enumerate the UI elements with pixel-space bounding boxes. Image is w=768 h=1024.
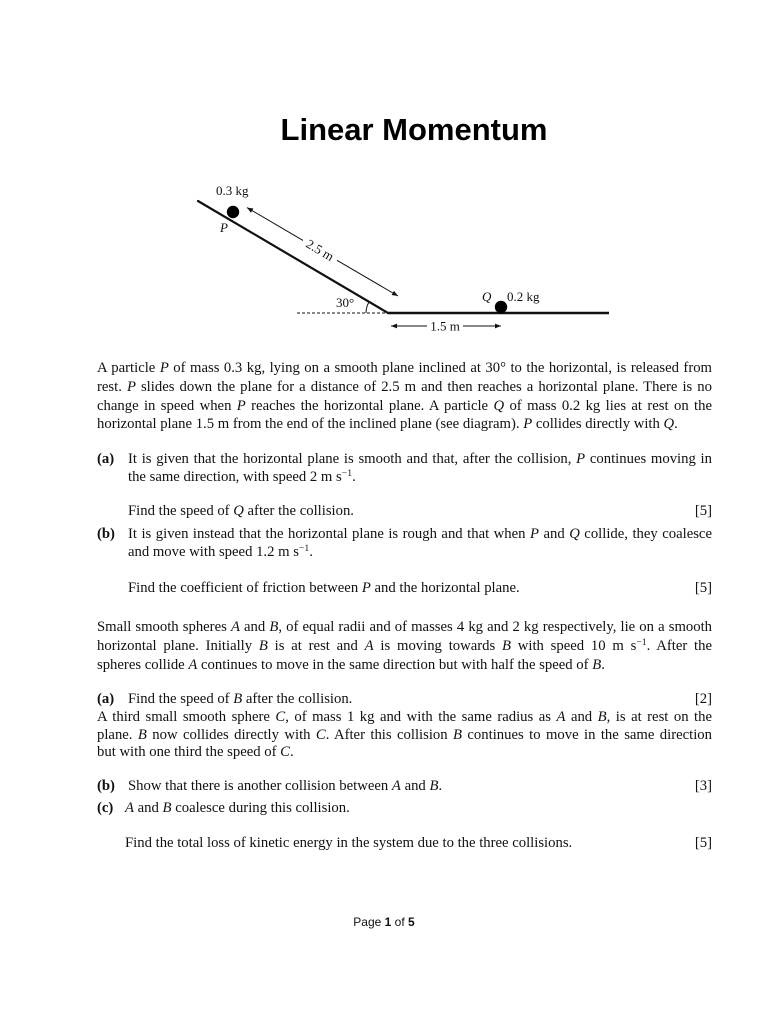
italic-symbol: Q bbox=[233, 503, 244, 519]
angle-arc bbox=[366, 302, 369, 313]
text-run: now collides directly with bbox=[146, 727, 316, 743]
text-run: and move with speed 1.2 m s bbox=[128, 544, 299, 560]
superscript-exponent: −1 bbox=[298, 543, 310, 555]
q1-part-a-marks: [5] bbox=[694, 503, 712, 519]
text-run: with speed 10 m s bbox=[510, 638, 637, 654]
text-run: Find the speed of bbox=[128, 503, 234, 519]
q2-part-c-text bbox=[125, 799, 350, 817]
text-run: of mass 0.3 kg, lying on a smooth plane inclined at 30° to the horizontal, is released from bbox=[168, 360, 712, 376]
italic-symbol: P bbox=[126, 379, 136, 395]
italic-symbol: B bbox=[162, 800, 172, 816]
italic-symbol: P bbox=[159, 360, 169, 376]
text-run: reaches the horizontal plane. A particle bbox=[245, 398, 494, 414]
bold-number: 1 bbox=[384, 915, 392, 929]
italic-symbol: B bbox=[137, 727, 147, 743]
q2-part-c-task bbox=[125, 834, 572, 852]
text-run: and bbox=[565, 709, 598, 725]
q2-intro-line bbox=[97, 637, 712, 655]
page-number-footer bbox=[284, 914, 484, 930]
italic-symbol: A bbox=[125, 800, 134, 816]
q2-continuation-line bbox=[97, 708, 712, 726]
text-run: It is given that the horizontal plane is smooth and that, after the collision, bbox=[128, 451, 577, 467]
text-run: , of mass 1 kg and with the same radius as bbox=[285, 709, 557, 725]
incline-length-label: 2.5 m bbox=[303, 236, 337, 265]
q1-part-b-marks: [5] bbox=[694, 580, 712, 596]
italic-symbol: B bbox=[429, 778, 439, 794]
text-run: collide, they coalesce bbox=[579, 526, 712, 542]
italic-symbol: B bbox=[258, 638, 268, 654]
text-run: collides directly with bbox=[532, 416, 664, 432]
text-run: Find the total loss of kinetic energy in the system due to the three collisions. bbox=[125, 835, 573, 851]
text-run: . bbox=[438, 778, 443, 794]
italic-symbol: A bbox=[556, 709, 566, 725]
text-run: coalesce during this collision. bbox=[171, 800, 350, 816]
q1-part-b-label: (b) bbox=[97, 526, 115, 542]
text-run: Page bbox=[353, 915, 385, 929]
text-run: change in speed when bbox=[97, 398, 237, 414]
italic-symbol: B bbox=[501, 638, 511, 654]
q1-part-b-line bbox=[128, 543, 313, 561]
inclined-plane bbox=[198, 201, 388, 313]
text-run: and the horizontal plane. bbox=[370, 580, 520, 596]
text-run: horizontal plane. Initially bbox=[97, 638, 259, 654]
text-run: continues to move in the same direction bbox=[462, 727, 712, 743]
text-run: Find the speed of bbox=[128, 691, 234, 707]
incline-length-arrow-lower bbox=[337, 260, 398, 296]
text-run: plane. bbox=[97, 727, 138, 743]
mass-p-label: 0.3 kg bbox=[216, 183, 249, 198]
text-run: . bbox=[674, 416, 678, 432]
q2-continuation-line bbox=[97, 726, 712, 744]
text-run: A particle bbox=[97, 360, 160, 376]
text-run: . After this collision bbox=[325, 727, 454, 743]
q1-part-a-line bbox=[128, 450, 712, 468]
q2-part-b-marks: [3] bbox=[694, 778, 712, 794]
text-run: of mass 0.2 kg lies at rest on the bbox=[504, 398, 712, 414]
italic-symbol: P bbox=[361, 580, 371, 596]
italic-symbol: P bbox=[236, 398, 246, 414]
q1-intro-line bbox=[97, 359, 712, 377]
q1-part-b-task bbox=[128, 579, 520, 597]
inclined-plane-diagram bbox=[180, 175, 620, 340]
page-title: Linear Momentum bbox=[280, 112, 548, 147]
text-run: spheres collide bbox=[97, 657, 189, 673]
q2-part-b-label: (b) bbox=[97, 778, 115, 794]
italic-symbol: C bbox=[275, 709, 286, 725]
q2-part-a-text bbox=[128, 690, 352, 708]
text-run: Small smooth spheres bbox=[97, 619, 231, 635]
text-run: , is at rest on the bbox=[606, 709, 712, 725]
italic-symbol: Q bbox=[663, 416, 675, 432]
angle-label: 30° bbox=[336, 295, 355, 310]
italic-symbol: Q bbox=[569, 526, 580, 542]
text-run: . bbox=[309, 544, 313, 560]
text-run: after the collision. bbox=[243, 503, 354, 519]
horizontal-distance-label: 1.5 m bbox=[430, 318, 460, 334]
text-run: . bbox=[289, 744, 294, 760]
text-run: and bbox=[400, 778, 430, 794]
particle-p bbox=[227, 206, 239, 218]
q1-part-a-label: (a) bbox=[97, 451, 115, 467]
q2-part-a-marks: [2] bbox=[694, 691, 712, 707]
particle-p-label: P bbox=[220, 220, 228, 235]
text-run: continues moving in bbox=[585, 451, 712, 467]
bold-number: 5 bbox=[408, 915, 415, 929]
mass-q-label: 0.2 kg bbox=[507, 289, 540, 304]
italic-symbol: A bbox=[364, 638, 374, 654]
q1-intro-line bbox=[97, 415, 678, 433]
superscript-exponent: −1 bbox=[341, 468, 353, 480]
q2-part-b-text bbox=[128, 777, 442, 795]
superscript-exponent: −1 bbox=[636, 637, 647, 649]
italic-symbol: A bbox=[391, 778, 401, 794]
italic-symbol: B bbox=[453, 727, 462, 743]
italic-symbol: P bbox=[529, 526, 539, 542]
q1-part-b-line bbox=[128, 525, 712, 543]
text-run: after the collision. bbox=[242, 691, 353, 707]
text-run: and bbox=[538, 526, 570, 542]
q1-intro-line bbox=[97, 397, 712, 415]
q2-intro-line bbox=[97, 618, 712, 636]
text-run: Find the coefficient of friction between bbox=[128, 580, 362, 596]
text-run: . bbox=[601, 657, 605, 673]
italic-symbol: B bbox=[592, 657, 602, 673]
italic-symbol: P bbox=[576, 451, 586, 467]
italic-symbol: B bbox=[233, 691, 243, 707]
italic-symbol: C bbox=[315, 727, 326, 743]
text-run: is moving towards bbox=[373, 638, 502, 654]
q2-intro-line bbox=[97, 656, 605, 674]
text-run: horizontal plane 1.5 m from the end of the inclined plane (see diagram). bbox=[97, 416, 524, 432]
q1-intro-line bbox=[97, 378, 712, 396]
text-run: slides down the plane for a distance of 2.5 m and then reaches a horizontal plane. There is no bbox=[135, 379, 712, 395]
q2-continuation-line bbox=[97, 743, 294, 761]
text-run: . After the bbox=[646, 638, 712, 654]
text-run: rest. bbox=[97, 379, 127, 395]
italic-symbol: A bbox=[188, 657, 198, 673]
text-run: the same direction, with speed 2 m s bbox=[128, 469, 342, 485]
particle-q bbox=[495, 301, 507, 313]
text-run: , of equal radii and of masses 4 kg and 2 kg respectively, lie on a smooth bbox=[278, 619, 713, 635]
text-run: and bbox=[133, 800, 163, 816]
italic-symbol: P bbox=[523, 416, 533, 432]
text-run: is at rest and bbox=[267, 638, 365, 654]
q2-part-a-label: (a) bbox=[97, 691, 115, 707]
italic-symbol: Q bbox=[493, 398, 505, 414]
q2-part-c-label: (c) bbox=[97, 800, 114, 816]
italic-symbol: C bbox=[280, 744, 290, 760]
text-run: It is given instead that the horizontal plane is rough and that when bbox=[128, 526, 530, 542]
text-run: continues to move in the same direction but with half the speed of bbox=[197, 657, 593, 673]
particle-q-label: Q bbox=[482, 289, 492, 304]
text-run: Show that there is another collision between bbox=[128, 778, 392, 794]
text-run: but with one third the speed of bbox=[97, 744, 281, 760]
text-run: A third small smooth sphere bbox=[97, 709, 276, 725]
italic-symbol: B bbox=[269, 619, 279, 635]
text-run: . bbox=[352, 469, 356, 485]
italic-symbol: B bbox=[597, 709, 607, 725]
text-run: of bbox=[391, 915, 409, 929]
q2-part-c-marks: [5] bbox=[694, 835, 712, 851]
q1-part-a-task bbox=[128, 502, 354, 520]
q1-part-a-line bbox=[128, 468, 356, 486]
text-run: and bbox=[239, 619, 270, 635]
italic-symbol: A bbox=[230, 619, 240, 635]
